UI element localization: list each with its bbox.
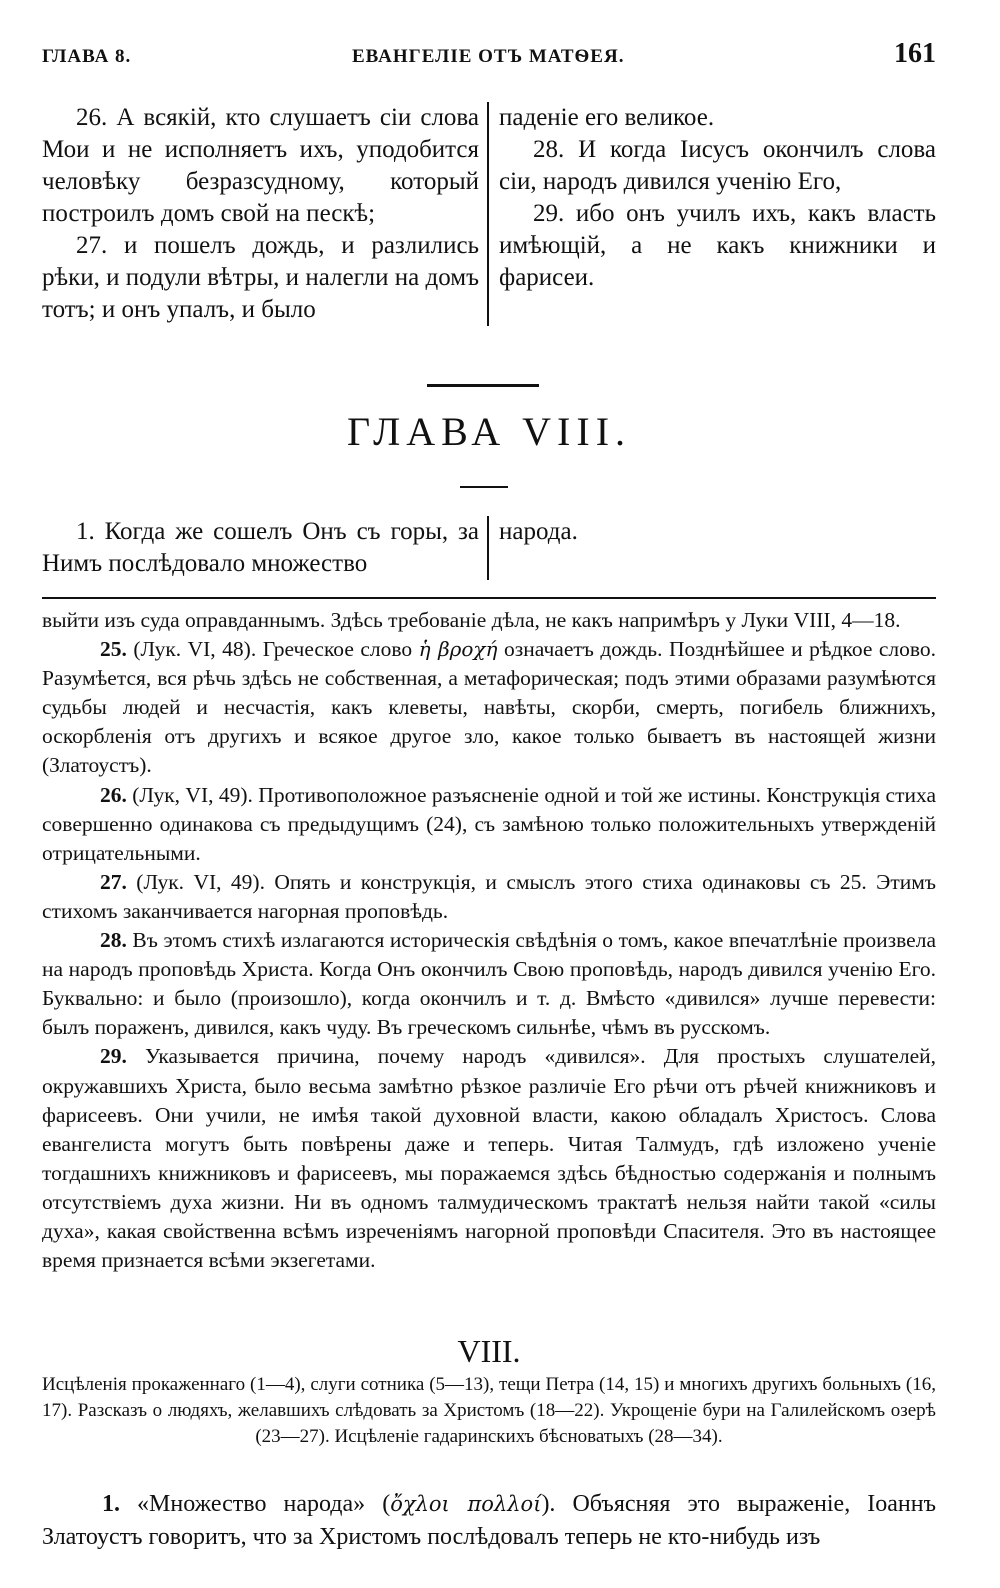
verse-number: 28. bbox=[100, 928, 127, 953]
commentary-paragraph-27 bbox=[42, 868, 936, 926]
commentary-text: «Множество народа» ( bbox=[120, 1491, 391, 1517]
page-number: 161 bbox=[894, 38, 936, 69]
verse-1: 1. Когда же сошелъ Онъ съ горы, за Нимъ послѣдовало множество bbox=[42, 518, 479, 577]
running-head bbox=[42, 38, 936, 78]
chapter-summary: Исцѣленія прокаженнаго (1—4), слуги сотника (5—13), тещи Петра (14, 15) и многихъ другихъ больныхъ (16, 17). Разсказъ о людяхъ, желавшихъ слѣдовать за Христомъ (18—22). Укрощеніе бури на Галилейскомъ озерѣ (23—27). Исцѣленіе гадаринскихъ бѣсноватыхъ (28—34). bbox=[42, 1374, 936, 1447]
commentary-separator bbox=[42, 597, 936, 599]
section-title: VIII. bbox=[457, 1333, 521, 1369]
commentary-paragraph-1 bbox=[42, 1488, 936, 1554]
verse-columns-top bbox=[42, 102, 936, 326]
verse-number: 1. bbox=[102, 1491, 120, 1517]
commentary-text: означаетъ дождь. Позднѣйшее и рѣдкое слово. Разумѣется, вся рѣчь здѣсь не собственная, а метафорическая; подъ этими образами разумѣются судьбы людей и несчастія, какъ клеветы, навѣты, скорби, смерть, погибель ближнихъ, оскорбленія отъ другихъ и всякое другое зло, какое только бываетъ въ настоящей жизни (Златоустъ). bbox=[42, 637, 937, 778]
verse-1-continuation: народа. bbox=[499, 518, 578, 545]
running-head-chapter: ГЛАВА 8. bbox=[42, 46, 132, 67]
verse-number: 26. bbox=[100, 782, 127, 807]
commentary-text: Въ этомъ стихѣ излагаются историческія свѣдѣнія о томъ, какое впечатлѣніе произвела на народъ проповѣдь Христа. Когда Онъ окончилъ Свою проповѣдь, народъ дивился ученію Его. Буквально: и было (произошло), когда окончилъ и т. д. Вмѣсто «дивился» лучше перевести: былъ пораженъ, дивился, какъ чуду. Въ греческомъ сильнѣе, чѣмъ въ русскомъ. bbox=[42, 928, 936, 1040]
chapter-title: ГЛАВА VIII. bbox=[346, 409, 632, 454]
running-head-book-title: ЕВАНГЕЛІЕ ОТЪ МАТѲЕЯ. bbox=[352, 46, 625, 67]
commentary-paragraph: выйти изъ суда оправданнымъ. Здѣсь требованіе дѣла, не какъ напримѣръ у Луки VIII, 4—18. bbox=[42, 608, 901, 632]
greek-word: ὄχλοι πολλοί bbox=[390, 1492, 542, 1516]
verse-27: 27. и пошелъ дождь, и разлились рѣки, и подули вѣтры, и налегли на домъ тотъ; и онъ упалъ, и было bbox=[42, 232, 479, 323]
commentary-text: (Лук, VI, 49). Противоположное разъясненіе одной и той же истины. Конструкція стиха совершенно одинакова съ предыдущимъ (24), съ замѣною только положительныхъ утвержденій отрицательными. bbox=[42, 782, 936, 865]
commentary-text: Указывается причина, почему народъ «дивился». Для простыхъ слушателей, окружавшихъ Христа, было весьма замѣтно рѣзкое различіе Его рѣчи отъ рѣчей книжниковъ и фарисеевъ. Они учили, не имѣя такой духовной власти, какою обладалъ Христосъ. Слова евангелиста могутъ быть повѣрены даже и теперь. Читая Талмудъ, гдѣ изложено ученіе тогдашнихъ книжниковъ и фарисеевъ, мы поражаемся здѣсь бѣдностью содержанія и полнымъ отсутствіемъ духа жизни. Ни въ одномъ талмудическомъ трактатѣ нельзя найти такой «силы духа», какая свойственна всѣмъ изреченіямъ нагорной проповѣди Спасителя. Это въ настоящее время признается всѣми экзегетами. bbox=[42, 1044, 936, 1273]
verse-number: 27. bbox=[100, 869, 127, 894]
verse-column-right bbox=[489, 102, 936, 326]
verse-columns-chapter bbox=[42, 516, 936, 580]
commentary-paragraph-26 bbox=[42, 781, 936, 868]
verse-27-continuation: паденіе его великое. bbox=[499, 104, 715, 131]
verse-number: 25. bbox=[100, 637, 127, 662]
verse-number: 29. bbox=[100, 1044, 127, 1069]
greek-word: ἡ βροχή bbox=[418, 637, 498, 662]
commentary-text: ). Объясняя это выраженіе, Іоаннъ Златоустъ говоритъ, что за Христомъ послѣдовалъ теперь не кто-нибудь изъ bbox=[42, 1491, 936, 1550]
verse-26: 26. А всякій, кто слушаетъ сіи слова Мои и не исполняетъ ихъ, уподобится человѣку безразсудному, который построилъ домъ свой на пескѣ; bbox=[42, 104, 479, 227]
verse-column-left bbox=[42, 102, 489, 326]
commentary-paragraph-25 bbox=[42, 635, 936, 780]
verse-29: 29. ибо онъ училъ ихъ, какъ власть имѣющій, а не какъ книжники и фарисеи. bbox=[499, 200, 936, 291]
chapter-rule-top bbox=[427, 384, 539, 387]
commentary-paragraph-28 bbox=[42, 926, 936, 1042]
commentary-paragraph-29 bbox=[42, 1042, 936, 1275]
commentary-text: (Лук. VI, 49). Опять и конструкція, и смыслъ этого стиха одинаковы съ 25. Этимъ стихомъ заканчивается нагорная проповѣдь. bbox=[42, 869, 936, 923]
verse-column-left bbox=[42, 516, 489, 580]
commentary bbox=[42, 606, 936, 1275]
verse-28: 28. И когда Іисусъ окончилъ слова сіи, народъ дивился ученію Его, bbox=[499, 136, 936, 195]
commentary-verse-1 bbox=[42, 1488, 936, 1554]
verse-column-right bbox=[489, 516, 936, 580]
chapter-rule-bottom bbox=[460, 486, 508, 488]
commentary-text: (Лук. VI, 48). Греческое слово bbox=[126, 637, 419, 662]
